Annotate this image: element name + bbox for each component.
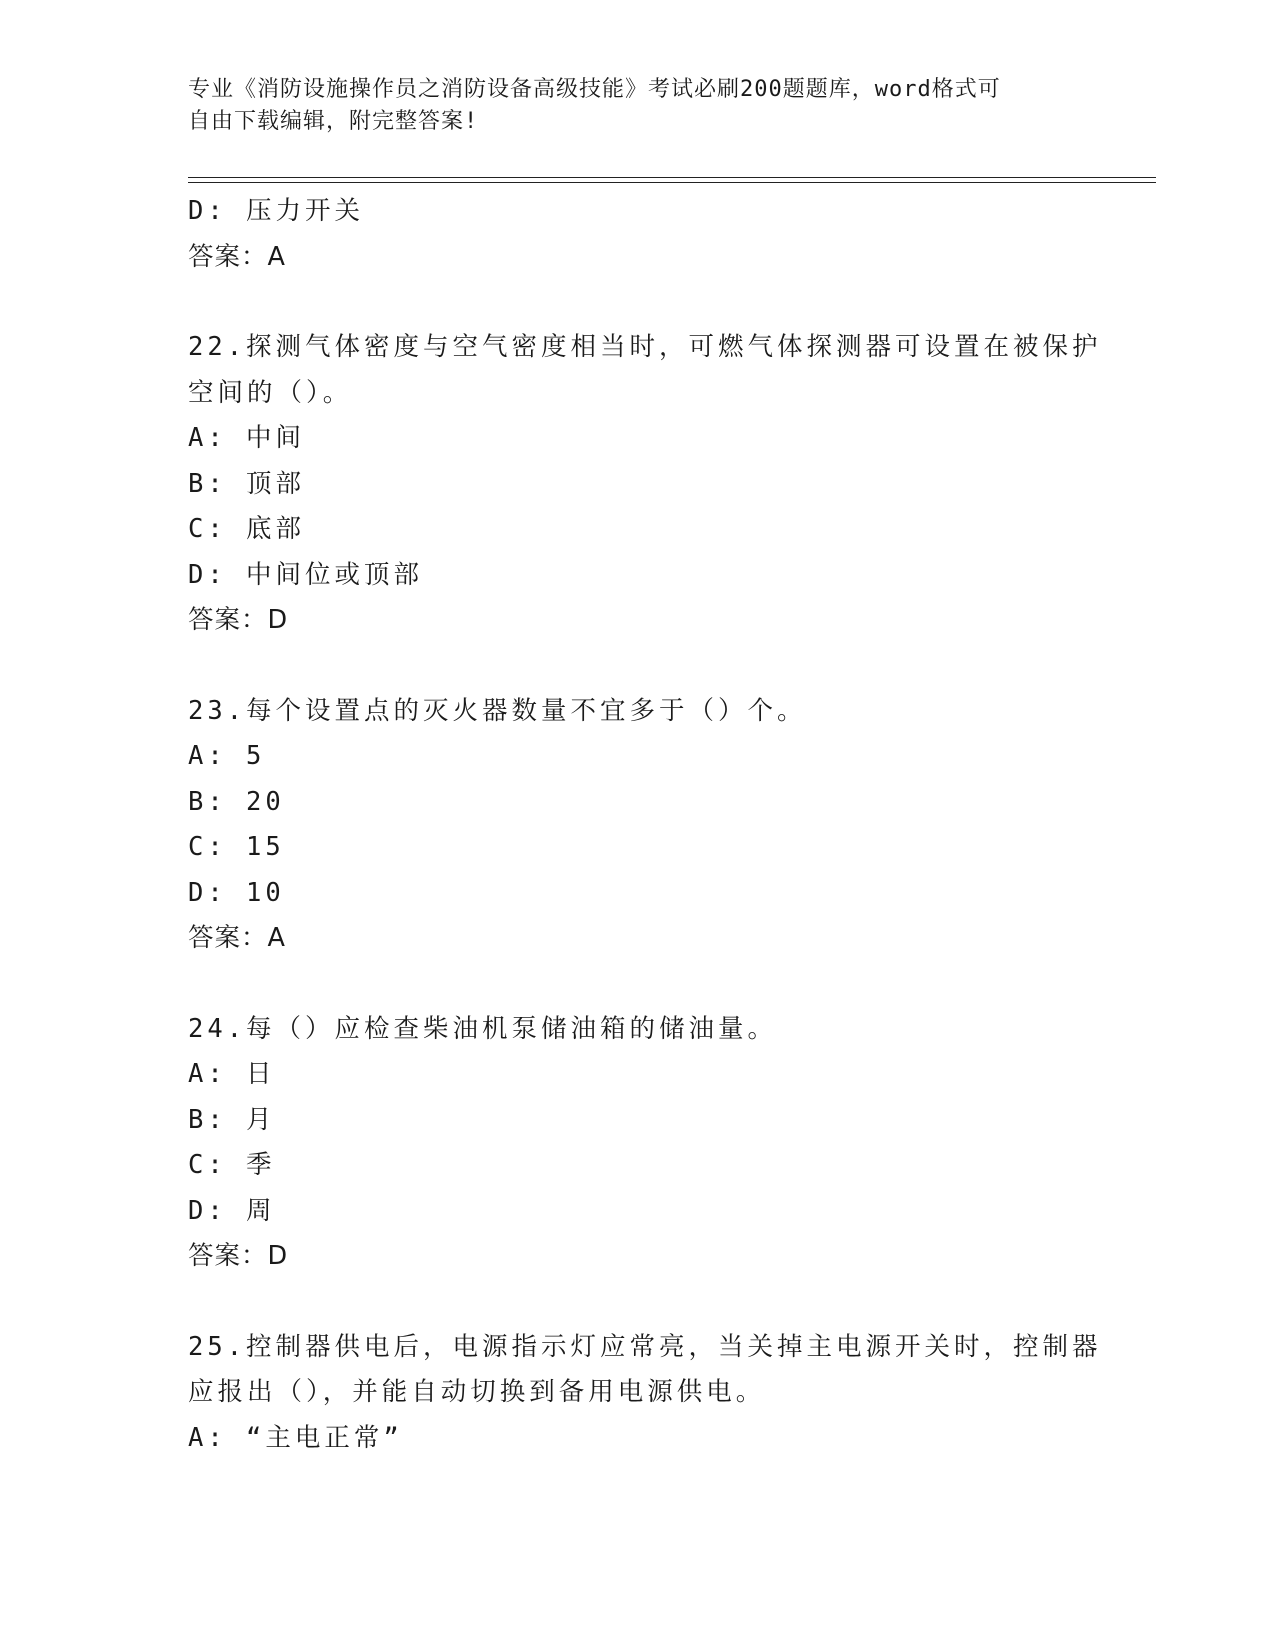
option-b: B: 顶部: [188, 468, 306, 499]
option-c: C: 15: [188, 832, 285, 862]
answer-label: 答案：A: [188, 923, 286, 953]
question-text-line-1: 25.控制器供电后，电源指示灯应常亮，当关掉主电源开关时，控制器: [188, 1331, 1102, 1362]
question-text-line-1: 23.每个设置点的灭火器数量不宜多于（）个。: [188, 695, 807, 726]
option-c: C: 季: [188, 1150, 276, 1180]
document-header: [188, 74, 1068, 138]
question-text-line-1: 24.每（）应检查柴油机泵储油箱的储油量。: [188, 1013, 778, 1044]
option-c: C: 底部: [188, 514, 306, 544]
question-text-line-1: 22.探测气体密度与空气密度相当时，可燃气体探测器可设置在被保护: [188, 332, 1102, 362]
answer-label: 答案：A: [188, 241, 286, 272]
question-23: [188, 689, 1068, 962]
option-d: D: 10: [188, 877, 285, 908]
question-text-line-2: 应报出（），并能自动切换到备用电源供电。: [188, 1377, 766, 1407]
option-b: B: 20: [188, 786, 285, 817]
question-25: [188, 1325, 1102, 1462]
header-line-1: 专业《消防设施操作员之消防设备高级技能》考试必刷200题题库，word格式可: [188, 77, 1001, 102]
question-24: [188, 1007, 1068, 1280]
header-line-2: 自由下载编辑，附完整答案!: [188, 109, 479, 134]
question-21: [188, 189, 1068, 280]
option-a: A: 5: [188, 741, 266, 771]
option-d: D: 中间位或顶部: [188, 559, 424, 590]
option-d: D: 周: [188, 1195, 276, 1226]
option-a: A: 日: [188, 1059, 276, 1089]
option-a: A: 中间: [188, 423, 306, 453]
answer-label: 答案：D: [188, 605, 289, 635]
question-22: [188, 325, 1102, 644]
question-text-line-2: 空间的（）。: [188, 377, 353, 408]
option-d: D: 压力开关: [188, 196, 365, 226]
header-divider-bottom: [188, 182, 1156, 183]
option-a: A: “主电正常”: [188, 1422, 403, 1453]
option-b: B: 月: [188, 1104, 276, 1135]
header-divider-top: [188, 177, 1156, 178]
question-list: [188, 189, 1102, 1461]
answer-label: 答案：D: [188, 1241, 289, 1271]
